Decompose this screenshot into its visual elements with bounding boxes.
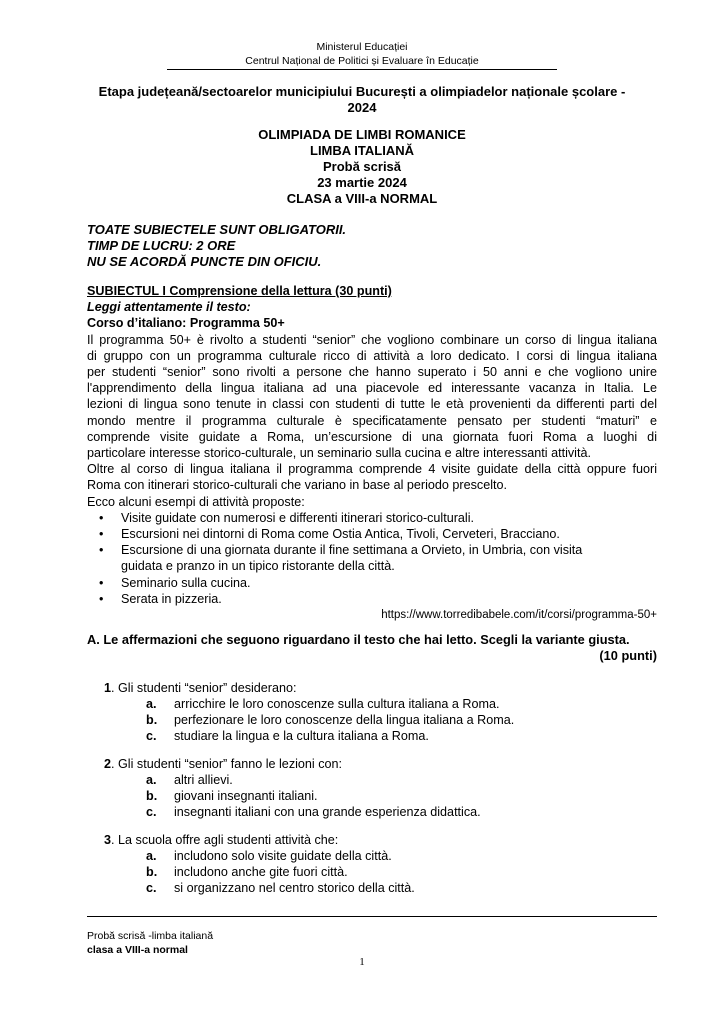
question-1	[104, 680, 644, 744]
instruction-line: TIMP DE LUCRU: 2 ORE	[87, 238, 236, 253]
olympiad-title: OLIMPIADA DE LIMBI ROMANICE	[258, 127, 466, 142]
option-letter: c.	[146, 729, 157, 743]
option-letter: a.	[146, 773, 157, 787]
list-item: • Seminario sulla cucina.	[121, 575, 657, 591]
option-a[interactable]	[104, 772, 644, 788]
activities-list	[87, 510, 657, 607]
question-stem	[104, 680, 644, 696]
option-letter: a.	[146, 849, 157, 863]
question-3	[104, 832, 644, 896]
stage-title	[80, 84, 644, 116]
ministry-header	[0, 40, 724, 68]
list-item: • Escursione di una giornata durante il fine settimana a Orvieto, in Umbria, con visita guidata e pranzo in un tipico ristorante della città.	[121, 542, 591, 574]
list-item: • Visite guidate con numerosi e differenti itinerari storico-culturali.	[121, 510, 657, 526]
activities-intro: Ecco alcuni esempi di attività proposte:	[87, 494, 305, 509]
reading-paragraph-2	[87, 461, 657, 493]
option-text: includono solo visite guidate della città.	[174, 849, 392, 863]
footer-class: clasa a VIII-a normal	[87, 944, 188, 956]
subject-1-heading: SUBIECTUL I Comprensione della lettura (30 punti)	[87, 284, 392, 298]
option-letter: b.	[146, 789, 158, 803]
question-text: . Gli studenti “senior” desiderano:	[111, 681, 297, 695]
option-text: perfezionare le loro conoscenze della lingua italiana a Roma.	[174, 713, 515, 727]
option-letter: b.	[146, 865, 158, 879]
task-a-instruction: A. Le affermazioni che seguono riguardano il testo che hai letto. Scegli la variante giusta.	[87, 632, 630, 647]
text-title: Corso d’italiano: Programma 50+	[87, 316, 285, 331]
text-line: Il programma 50+ è rivolto a studenti “senior” che vogliono combinare un corso di lingua italiana	[87, 332, 657, 347]
general-instructions	[87, 222, 346, 270]
list-item: • Serata in pizzeria.	[121, 591, 657, 607]
center-name: Centrul Național de Politici și Evaluare în Educație	[245, 55, 479, 67]
text-line: l'apprendimento della lingua italiana ad una piacevole ed interessante vacanza in Italia. Le	[87, 381, 657, 396]
question-number: 3	[104, 833, 112, 847]
instruction-line: NU SE ACORDĂ PUNCTE DIN OFICIU.	[87, 254, 322, 269]
option-b[interactable]	[104, 788, 644, 804]
list-item: • Escursioni nei dintorni di Roma come Ostia Antica, Tivoli, Cerveteri, Bracciano.	[121, 526, 657, 542]
ministry-name: Ministerul Educației	[316, 41, 408, 53]
footer-test-name: Probă scrisă -limba italiană	[87, 930, 214, 942]
question-text: . Gli studenti “senior” fanno le lezioni con:	[111, 757, 343, 771]
option-c[interactable]	[104, 728, 644, 744]
option-a[interactable]	[104, 848, 644, 864]
option-letter: c.	[146, 881, 157, 895]
source-url: https://www.torredibabele.com/it/corsi/programma-50+	[381, 609, 657, 622]
option-a[interactable]	[104, 696, 644, 712]
option-c[interactable]	[104, 804, 644, 820]
test-date: 23 martie 2024	[317, 175, 407, 190]
option-letter: c.	[146, 805, 157, 819]
footer	[87, 929, 213, 957]
task-a	[87, 632, 657, 664]
olympiad-title-block	[80, 127, 644, 207]
question-stem	[104, 832, 644, 848]
option-b[interactable]	[104, 864, 644, 880]
subject-1	[87, 283, 657, 623]
option-text: si organizzano nel centro storico della città.	[174, 881, 415, 895]
text-line: comprende visite guidate a Roma, un’escursione di una giornata fuori Roma a luoghi di	[87, 429, 657, 444]
stage-year: 2024	[347, 100, 377, 115]
test-type: Probă scrisă	[322, 159, 402, 174]
question-2	[104, 756, 644, 820]
text-line: Roma con itinerari storico-culturali che variano in base al periodo prescelto.	[87, 478, 507, 493]
option-text: arricchire le loro conoscenze sulla cultura italiana a Roma.	[174, 697, 500, 711]
option-text: insegnanti italiani con una grande esperienza didattica.	[174, 805, 481, 819]
header-divider	[167, 69, 557, 70]
text-line: di gruppo con un programma culturale ricco di attività a loro dedicato. I corsi di lingua italiana	[87, 348, 657, 363]
reading-prompt: Leggi attentamente il testo:	[87, 300, 251, 315]
option-text: includono anche gite fuori città.	[174, 865, 348, 879]
question-number: 1	[104, 681, 112, 695]
option-letter: b.	[146, 713, 158, 727]
instruction-line: TOATE SUBIECTELE SUNT OBLIGATORII.	[87, 222, 347, 237]
text-line: mondo mentre il programma culturale è specificatamente pensato per studenti “maturi” e	[87, 413, 657, 428]
question-stem	[104, 756, 644, 772]
text-line: particolare interesse storico-culturale, un seminario sulla cucina e altre interessanti attività.	[87, 446, 591, 461]
stage-line: Etapa județeană/sectoarelor municipiului București a olimpiadelor naționale școlare -	[98, 84, 626, 99]
task-a-points: (10 punti)	[599, 648, 657, 663]
class-level: CLASA a VIII-a NORMAL	[286, 191, 438, 206]
option-letter: a.	[146, 697, 157, 711]
option-text: altri allievi.	[174, 773, 233, 787]
question-number: 2	[104, 757, 112, 771]
option-text: giovani insegnanti italiani.	[174, 789, 318, 803]
question-text: . La scuola offre agli studenti attività che:	[111, 833, 339, 847]
footer-divider	[87, 916, 657, 917]
text-line: Oltre al corso di lingua italiana il programma comprende 4 visite guidate della città oppure fuori	[87, 462, 657, 477]
page-number: 1	[359, 956, 365, 968]
option-text: studiare la lingua e la cultura italiana a Roma.	[174, 729, 429, 743]
language-title: LIMBA ITALIANĂ	[310, 143, 414, 158]
text-line: per studenti “senior” sono rivolti a persone che hanno superato i 50 anni e che vogliono unire	[87, 365, 657, 380]
option-b[interactable]	[104, 712, 644, 728]
option-c[interactable]	[104, 880, 644, 896]
text-line: lezioni di lingua sono tenute in classi con studenti di tutte le età provenienti da differenti parti del	[87, 397, 657, 412]
reading-paragraph-1	[87, 332, 657, 462]
